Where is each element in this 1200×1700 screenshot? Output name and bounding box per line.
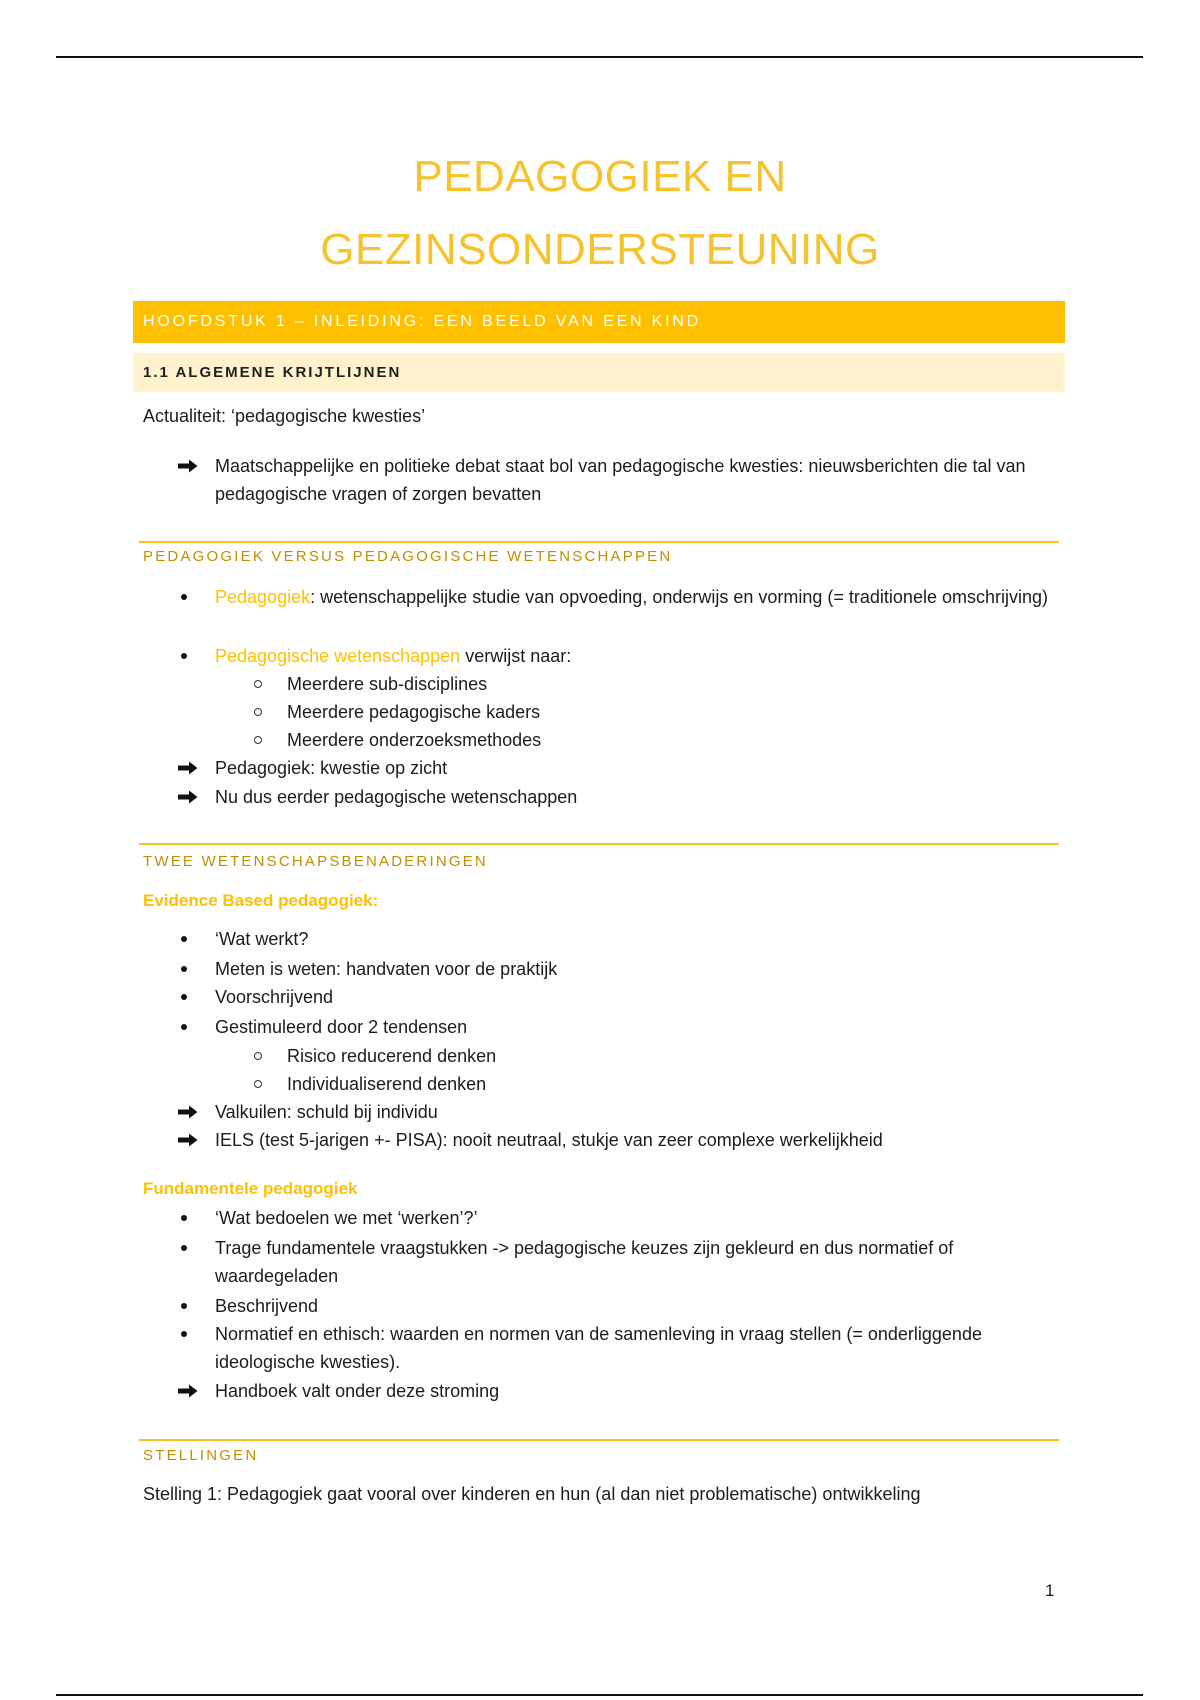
- bullet-item: [215, 1320, 1059, 1376]
- chapter-heading: HOOFDSTUK 1 – INLEIDING: EEN BEELD VAN EEN KIND: [133, 301, 1065, 343]
- arrow-item-text: Valkuilen: schuld bij individu: [215, 1102, 438, 1122]
- sub-list-item: [287, 670, 1059, 698]
- section-divider: [139, 1439, 1059, 1441]
- stelling-text: Stelling 1: Pedagogiek gaat vooral over kinderen en hun (al dan niet problematische) ontwikkeling: [143, 1484, 921, 1504]
- bullet-dot-icon: [181, 966, 187, 972]
- bullet-text: ‘Wat bedoelen we met ‘werken’?’: [215, 1208, 478, 1228]
- bullet-text: Voorschrijvend: [215, 987, 334, 1007]
- document-title-line-2: GEZINSONDERSTEUNING: [320, 225, 880, 274]
- bottom-border-line: [56, 1694, 1143, 1696]
- bullet-item: [215, 642, 1059, 670]
- arrow-item: [215, 783, 1059, 811]
- hollow-bullet-icon: [254, 708, 262, 716]
- bullet-text: Gestimuleerd door 2 tendensen: [215, 1017, 468, 1037]
- arrow-item-text: Maatschappelijke en politieke debat staat bol van pedagogische kwesties: nieuwsberichten die tal van pedagogische vragen of zorgen bevatten: [215, 456, 1026, 504]
- subsection-heading-wetenschapsbenaderingen: TWEE WETENSCHAPSBENADERINGEN: [143, 853, 488, 870]
- bullet-text: : wetenschappelijke studie van opvoeding, onderwijs en vorming (= traditionele omschrijving): [310, 587, 1048, 607]
- hollow-bullet-icon: [254, 1052, 262, 1060]
- sub-list-item: [287, 726, 1059, 754]
- arrow-item: [215, 452, 1059, 508]
- sub-item-text: Individualiserend denken: [287, 1074, 487, 1094]
- sub-list-item: [287, 698, 1059, 726]
- bullet-dot-icon: [181, 1245, 187, 1251]
- hollow-bullet-icon: [254, 1080, 262, 1088]
- sub-item-text: Risico reducerend denken: [287, 1046, 497, 1066]
- bullet-item: [215, 583, 1059, 611]
- arrow-item-text: Nu dus eerder pedagogische wetenschappen: [215, 787, 578, 807]
- bullet-item: [215, 1013, 1059, 1041]
- top-border-line: [56, 56, 1143, 58]
- bullet-text: Beschrijvend: [215, 1296, 319, 1316]
- bullet-item: [215, 1292, 1059, 1320]
- section-divider: [139, 541, 1059, 543]
- bullet-dot-icon: [181, 1331, 187, 1337]
- arrow-item: [215, 1126, 1059, 1154]
- bullet-item: [215, 955, 1059, 983]
- sub-list-item: [287, 1042, 1059, 1070]
- arrow-item: [215, 1098, 1059, 1126]
- arrow-right-icon: [178, 1384, 198, 1398]
- bullet-item: [215, 1204, 1059, 1232]
- section-divider: [139, 843, 1059, 845]
- bullet-text: Normatief en ethisch: waarden en normen van de samenleving in vraag stellen (= onderliggende ideologische kwesties).: [215, 1324, 982, 1372]
- arrow-right-icon: [178, 1105, 198, 1119]
- sub-item-text: Meerdere onderzoeksmethodes: [287, 730, 542, 750]
- arrow-item-text: Pedagogiek: kwestie op zicht: [215, 758, 448, 778]
- subsection-heading-pedagogiek-versus: PEDAGOGIEK VERSUS PEDAGOGISCHE WETENSCHAPPEN: [143, 548, 673, 565]
- intro-label: Actualiteit: ‘pedagogische kwesties’: [143, 406, 426, 426]
- bullet-dot-icon: [181, 653, 187, 659]
- arrow-item-text: IELS (test 5-jarigen +- PISA): nooit neutraal, stukje van zeer complexe werkelijkheid: [215, 1130, 883, 1150]
- arrow-item-text: Handboek valt onder deze stroming: [215, 1381, 500, 1401]
- sub-item-text: Meerdere sub-disciplines: [287, 674, 488, 694]
- hollow-bullet-icon: [254, 680, 262, 688]
- subsection-heading-stellingen: STELLINGEN: [143, 1447, 259, 1464]
- bullet-item: [215, 925, 1059, 953]
- bullet-dot-icon: [181, 594, 187, 600]
- bullet-dot-icon: [181, 1303, 187, 1309]
- term-highlight: Pedagogiek: [215, 587, 311, 607]
- bullet-text: verwijst naar:: [460, 646, 572, 666]
- bullet-dot-icon: [181, 994, 187, 1000]
- arrow-item: [215, 1377, 1059, 1405]
- arrow-right-icon: [178, 459, 198, 473]
- hollow-bullet-icon: [254, 736, 262, 744]
- document-title-line-1: PEDAGOGIEK EN: [413, 152, 787, 201]
- arrow-right-icon: [178, 790, 198, 804]
- term-highlight: Pedagogische wetenschappen: [215, 646, 461, 666]
- bullet-dot-icon: [181, 1215, 187, 1221]
- bullet-dot-icon: [181, 936, 187, 942]
- bullet-text: ‘Wat werkt?: [215, 929, 309, 949]
- arrow-right-icon: [178, 1133, 198, 1147]
- bullet-dot-icon: [181, 1024, 187, 1030]
- bullet-item: [215, 983, 1059, 1011]
- evidence-based-label: Evidence Based pedagogiek:: [143, 891, 379, 910]
- arrow-right-icon: [178, 761, 198, 775]
- section-heading: 1.1 ALGEMENE KRIJTLIJNEN: [133, 353, 1065, 392]
- bullet-item: [215, 1234, 1059, 1290]
- bullet-text: Trage fundamentele vraagstukken -> pedagogische keuzes zijn gekleurd en dus normatief of waardegeladen: [215, 1238, 954, 1286]
- page-number: 1: [1045, 1581, 1055, 1600]
- arrow-item: [215, 754, 1059, 782]
- sub-item-text: Meerdere pedagogische kaders: [287, 702, 541, 722]
- fundamentele-pedagogiek-label: Fundamentele pedagogiek: [143, 1179, 358, 1198]
- sub-list-item: [287, 1070, 1059, 1098]
- bullet-text: Meten is weten: handvaten voor de praktijk: [215, 959, 558, 979]
